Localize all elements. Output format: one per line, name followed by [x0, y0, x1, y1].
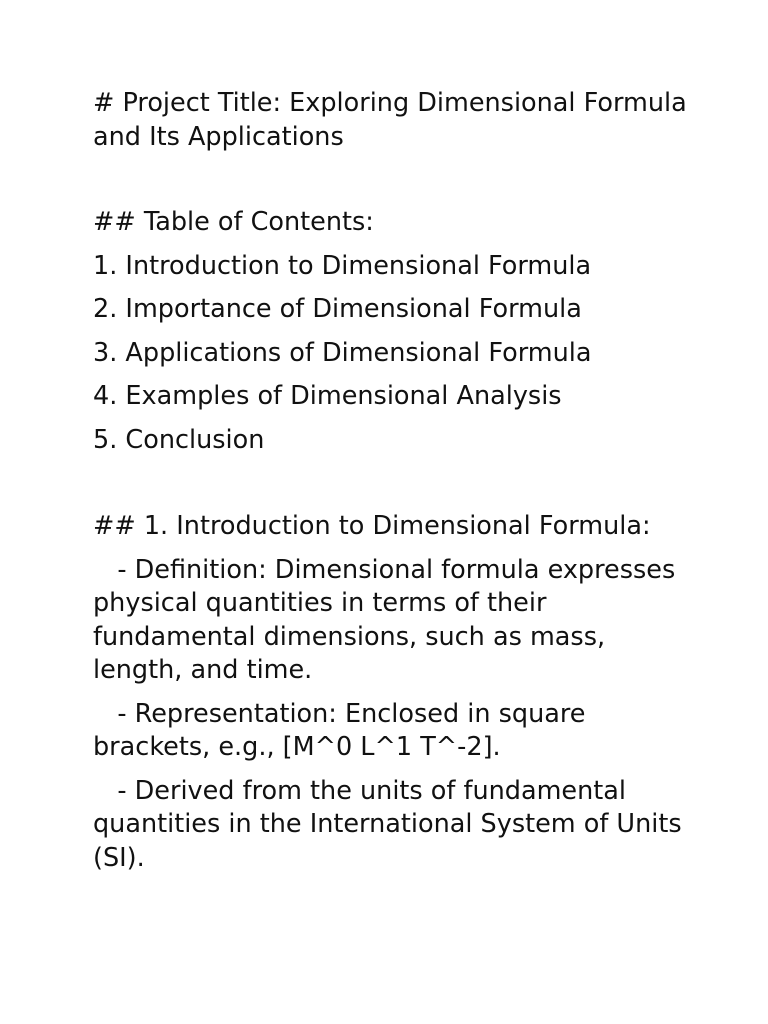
toc-item-importance: 2. Importance of Dimensional Formula	[93, 294, 582, 324]
representation-bullet: - Representation: Enclosed in square brackets, e.g., [M^0 L^1 T^-2].	[93, 698, 594, 762]
derived-units-bullet: - Derived from the units of fundamental quantities in the International System of Units (SI).	[93, 775, 690, 873]
definition-bullet: - Definition: Dimensional formula expresses physical quantities in terms of their fundamental dimensions, such as mass, length, and time.	[93, 554, 684, 685]
toc-item-examples: 4. Examples of Dimensional Analysis	[93, 381, 562, 411]
section-introduction-heading: ## 1. Introduction to Dimensional Formula:	[93, 511, 651, 541]
toc-item-conclusion: 5. Conclusion	[93, 424, 265, 455]
toc-item-introduction: 1. Introduction to Dimensional Formula	[93, 250, 592, 281]
project-title: # Project Title: Exploring Dimensional Formula and Its Applications	[93, 88, 695, 152]
document-content	[93, 87, 693, 885]
table-of-contents-heading: ## Table of Contents:	[93, 207, 374, 237]
toc-item-applications: 3. Applications of Dimensional Formula	[93, 337, 592, 368]
